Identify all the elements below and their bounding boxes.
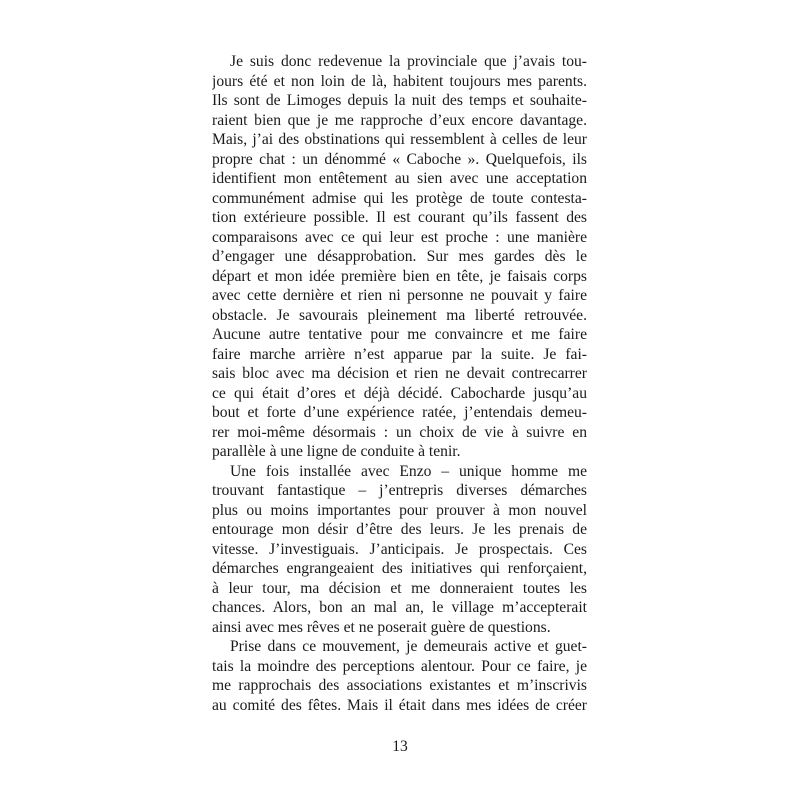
text-line: tion extérieure possible. Il est courant qu’ils fassent des xyxy=(212,209,587,226)
paragraph-1 xyxy=(212,52,587,462)
text-line: trouvant fantastique – j’entrepris diverses démarches xyxy=(212,482,587,499)
text-line: sais bloc avec ma décision et rien ne devait contrecarrer xyxy=(212,365,587,382)
text-line: chances. Alors, bon an mal an, le village m’accepterait xyxy=(212,599,587,616)
page-number: 13 xyxy=(392,738,408,755)
text-line: jours été et non loin de là, habitent toujours mes parents. xyxy=(212,72,587,90)
paragraph-2 xyxy=(212,462,587,638)
text-line: bout et forte d’une expérience ratée, j’entendais demeu- xyxy=(212,404,587,421)
text-line: faire marche arrière n’est apparue par la suite. Je fai- xyxy=(212,345,587,363)
text-line: ainsi avec mes rêves et ne poserait guère de questions. xyxy=(212,618,551,636)
text-line: démarches engrangeaient des initiatives qui renforçaient, xyxy=(212,560,587,577)
text-line: obstacle. Je savourais pleinement ma liberté retrouvée. xyxy=(212,306,587,324)
text-line: me rapprochais des associations existantes et m’inscrivis xyxy=(212,677,587,694)
text-line: raient bien que je me rapproche d’eux encore davantage. xyxy=(212,111,587,129)
text-line: Ils sont de Limoges depuis la nuit des temps et souhaite- xyxy=(212,92,587,109)
text-line: propre chat : un dénommé « Caboche ». Quelquefois, ils xyxy=(212,150,587,168)
text-line: avec cette dernière et rien ni personne ne pouvait y faire xyxy=(212,287,587,304)
text-line: au comité des fêtes. Mais il était dans mes idées de créer xyxy=(212,696,587,714)
text-line: communément admise qui les protège de toute contesta- xyxy=(212,189,587,207)
body-text xyxy=(212,52,587,715)
text-line: Mais, j’ai des obstinations qui ressemblent à celles de leur xyxy=(212,131,587,148)
text-line: tais la moindre des perceptions alentour. Pour ce faire, je xyxy=(212,657,587,675)
text-line: à leur tour, ma décision et me donneraient toutes les xyxy=(212,579,587,597)
text-line: Aucune autre tentative pour me convaincre et me faire xyxy=(212,326,587,343)
text-line: Prise dans ce mouvement, je demeurais active et guet- xyxy=(230,638,587,655)
paragraph-3 xyxy=(212,637,587,715)
text-line: entourage mon désir d’être des leurs. Je les prenais de xyxy=(212,521,587,538)
text-line: départ et mon idée première bien en tête, je faisais corps xyxy=(212,267,587,285)
text-line: ce qui était d’ores et déjà décidé. Cabocharde jusqu’au xyxy=(212,384,587,402)
text-line: Je suis donc redevenue la provinciale que j’avais tou- xyxy=(230,53,587,70)
text-line: rer moi-même désormais : un choix de vie à suivre en xyxy=(212,423,587,441)
text-line: d’engager une désapprobation. Sur mes gardes dès le xyxy=(212,248,587,265)
text-line: vitesse. J’investiguais. J’anticipais. Je prospectais. Ces xyxy=(212,540,587,558)
text-line: plus ou moins importantes pour prouver à mon nouvel xyxy=(212,501,587,519)
text-line: Une fois installée avec Enzo – unique homme me xyxy=(230,462,587,480)
text-line: identifient mon entêtement au sien avec une acceptation xyxy=(212,170,587,187)
text-line: comparaisons avec ce qui leur est proche : une manière xyxy=(212,228,587,246)
text-line: parallèle à une ligne de conduite à tenir. xyxy=(212,443,461,460)
